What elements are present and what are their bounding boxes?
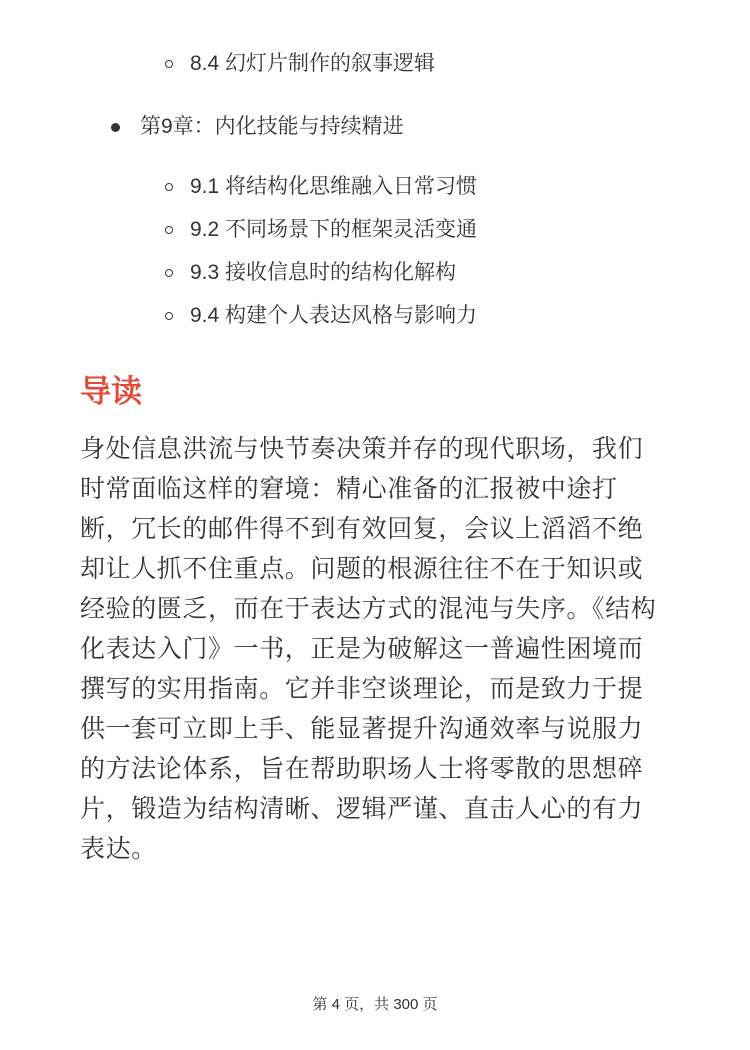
toc-item-9-4 xyxy=(80,302,670,330)
toc-item-label: 9.4 构建个人表达风格与影响力 xyxy=(190,304,478,327)
toc-item-9-3 xyxy=(80,259,670,287)
toc-item-9-2 xyxy=(80,216,670,244)
toc-item-label: 8.4 幻灯片制作的叙事逻辑 xyxy=(190,52,436,75)
circle-bullet-icon xyxy=(165,183,173,191)
page-number-footer: 第 4 页，共 300 页 xyxy=(312,996,438,1013)
circle-bullet-icon xyxy=(165,269,173,277)
toc-item-chapter9 xyxy=(80,113,670,141)
toc-item-label: 9.3 接收信息时的结构化解构 xyxy=(190,261,457,284)
disc-bullet-icon xyxy=(111,123,120,132)
circle-bullet-icon xyxy=(165,312,173,320)
circle-bullet-icon xyxy=(165,60,173,68)
section-heading: 导读 xyxy=(80,374,142,409)
toc-chapter-label: 第9章：内化技能与持续精进 xyxy=(140,115,404,138)
toc-item-label: 9.1 将结构化思维融入日常习惯 xyxy=(190,175,478,198)
toc-item-9-1 xyxy=(80,173,670,201)
document-page xyxy=(0,50,750,869)
toc-item-label: 9.2 不同场景下的框架灵活变通 xyxy=(190,218,478,241)
intro-paragraph: 身处信息洪流与快节奏决策并存的现代职场，我们时常面临这样的窘境：精心准备的汇报被中途打断，冗长的邮件得不到有效回复，会议上滔滔不绝却让人抓不住重点。问题的根源往往不在于知识或经验的匮乏，而在于表达方式的混沌与失序。《结构化表达入门》一书，正是为破解这一普遍性困境而撰写的实用指南。它并非空谈理论，而是致力于提供一套可立即上手、能显著提升沟通效率与说服力的方法论体系，旨在帮助职场人士将零散的思想碎片，锻造为结构清晰、逻辑严谨、直击人心的有力表达。 xyxy=(80,435,657,863)
toc-item-8-4 xyxy=(80,50,670,78)
circle-bullet-icon xyxy=(165,226,173,234)
